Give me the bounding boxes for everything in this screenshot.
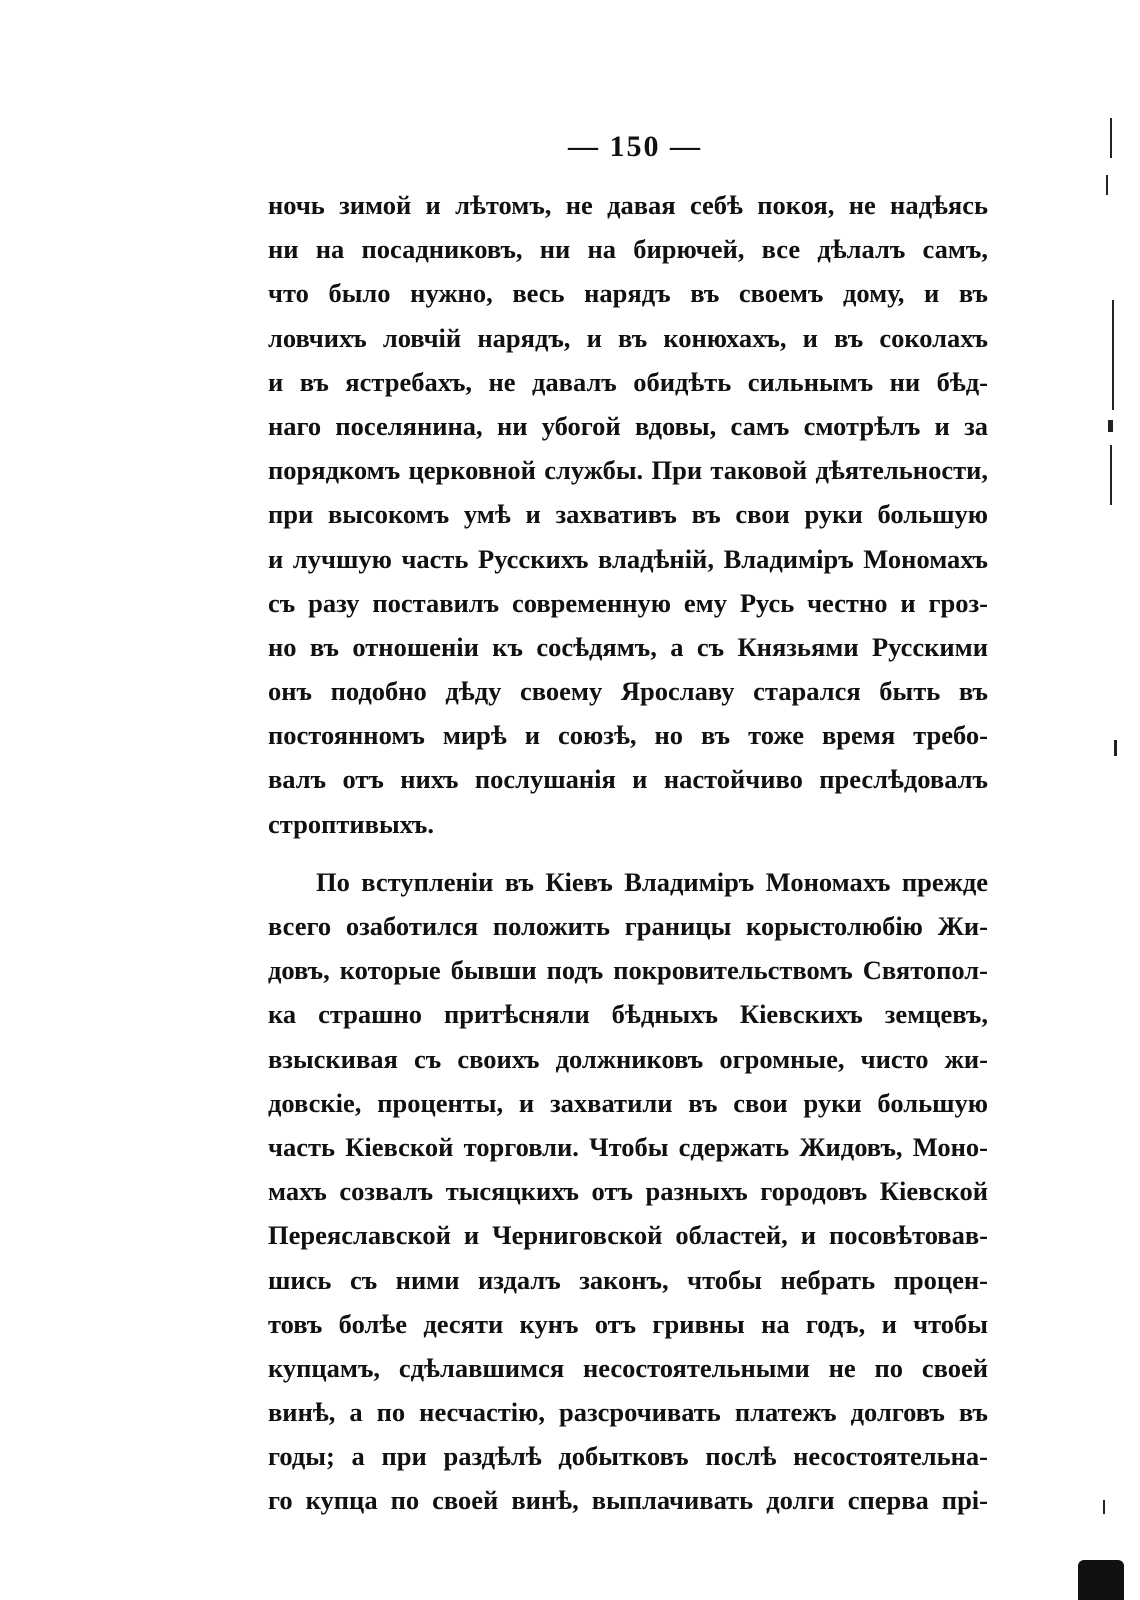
text-line: взыскивая съ своихъ должниковъ огромные, чисто жи- <box>268 1043 988 1074</box>
text-line: товъ болѣе десяти кунъ отъ гривны на годъ, и чтобы <box>268 1308 988 1339</box>
text-line: онъ подобно дѣду своему Ярославу старался быть въ <box>268 676 988 707</box>
scan-artifact-line <box>1103 1500 1105 1514</box>
scan-artifact-line <box>1110 118 1112 158</box>
scan-artifact-line <box>1106 175 1108 195</box>
text-line: и въ ястребахъ, не давалъ обидѣть сильнымъ ни бѣд- <box>268 366 988 397</box>
scan-artifact-line <box>1108 420 1113 432</box>
text-line: довъ, которые бывши подъ покровительствомъ Святопол- <box>268 955 988 986</box>
text-line: шись съ ними издалъ законъ, чтобы небрать процен- <box>268 1264 988 1295</box>
scan-artifact-line <box>1112 300 1114 410</box>
text-line: купцамъ, сдѣлавшимся несостоятельными не по своей <box>268 1352 988 1383</box>
paragraph-gap <box>268 846 988 860</box>
text-line: го купца по своей винѣ, выплачивать долги сперва прі- <box>268 1485 988 1516</box>
text-line: всего озаботился положить границы корыстолюбію Жи- <box>268 911 988 941</box>
text-line: Переяславской и Черниговской областей, и посовѣтовав- <box>268 1220 988 1251</box>
text-line: при высокомъ умѣ и захвативъ въ свои руки большую <box>268 499 988 530</box>
text-line: и лучшую часть Русскихъ владѣній, Владиміръ Мономахъ <box>268 543 988 574</box>
text-line: но въ отношеніи къ сосѣдямъ, а съ Князьями Русскими <box>268 631 988 662</box>
text-line: ни на посадниковъ, ни на бирючей, все дѣлалъ самъ, <box>268 234 988 265</box>
body-text <box>268 183 988 1523</box>
text-line: порядкомъ церковной службы. При таковой дѣятельности, <box>268 455 988 486</box>
text-line: съ разу поставилъ современную ему Русь честно и гроз- <box>268 587 988 618</box>
text-line: винѣ, а по несчастію, разсрочивать платежъ долговъ въ <box>268 1397 988 1428</box>
text-line: ночь зимой и лѣтомъ, не давая себѣ покоя, не надѣясь <box>268 190 988 220</box>
text-line: валъ отъ нихъ послушанія и настойчиво преслѣдовалъ <box>268 764 988 795</box>
text-line: годы; а при раздѣлѣ добытковъ послѣ несостоятельна- <box>268 1441 988 1472</box>
text-line: махъ созвалъ тысяцкихъ отъ разныхъ городовъ Кіевской <box>268 1176 988 1207</box>
scan-artifact-line <box>1114 740 1117 756</box>
text-line: постоянномъ мирѣ и союзѣ, но въ тоже время требо- <box>268 720 988 751</box>
paragraph-2 <box>268 860 988 1523</box>
text-line: ловчихъ ловчій нарядъ, и въ конюхахъ, и въ соколахъ <box>268 322 988 353</box>
text-line: довскіе, проценты, и захватили въ свои руки большую <box>268 1087 988 1118</box>
scan-artifact-blob <box>1078 1560 1124 1600</box>
text-line: По вступленіи въ Кіевъ Владиміръ Мономахъ прежде <box>316 866 988 897</box>
page-number: — 150 — <box>568 130 702 163</box>
text-line: ка страшно притѣсняли бѣдныхъ Кіевскихъ земцевъ, <box>268 999 988 1030</box>
text-line: наго поселянина, ни убогой вдовы, самъ смотрѣлъ и за <box>268 410 988 441</box>
text-line: строптивыхъ. <box>268 808 434 839</box>
text-line: что было нужно, весь нарядъ въ своемъ дому, и въ <box>268 278 988 309</box>
paragraph-1 <box>268 183 988 846</box>
scan-artifact-line <box>1110 445 1112 505</box>
text-line: часть Кіевской торговли. Чтобы сдержать Жидовъ, Моно- <box>268 1131 988 1162</box>
